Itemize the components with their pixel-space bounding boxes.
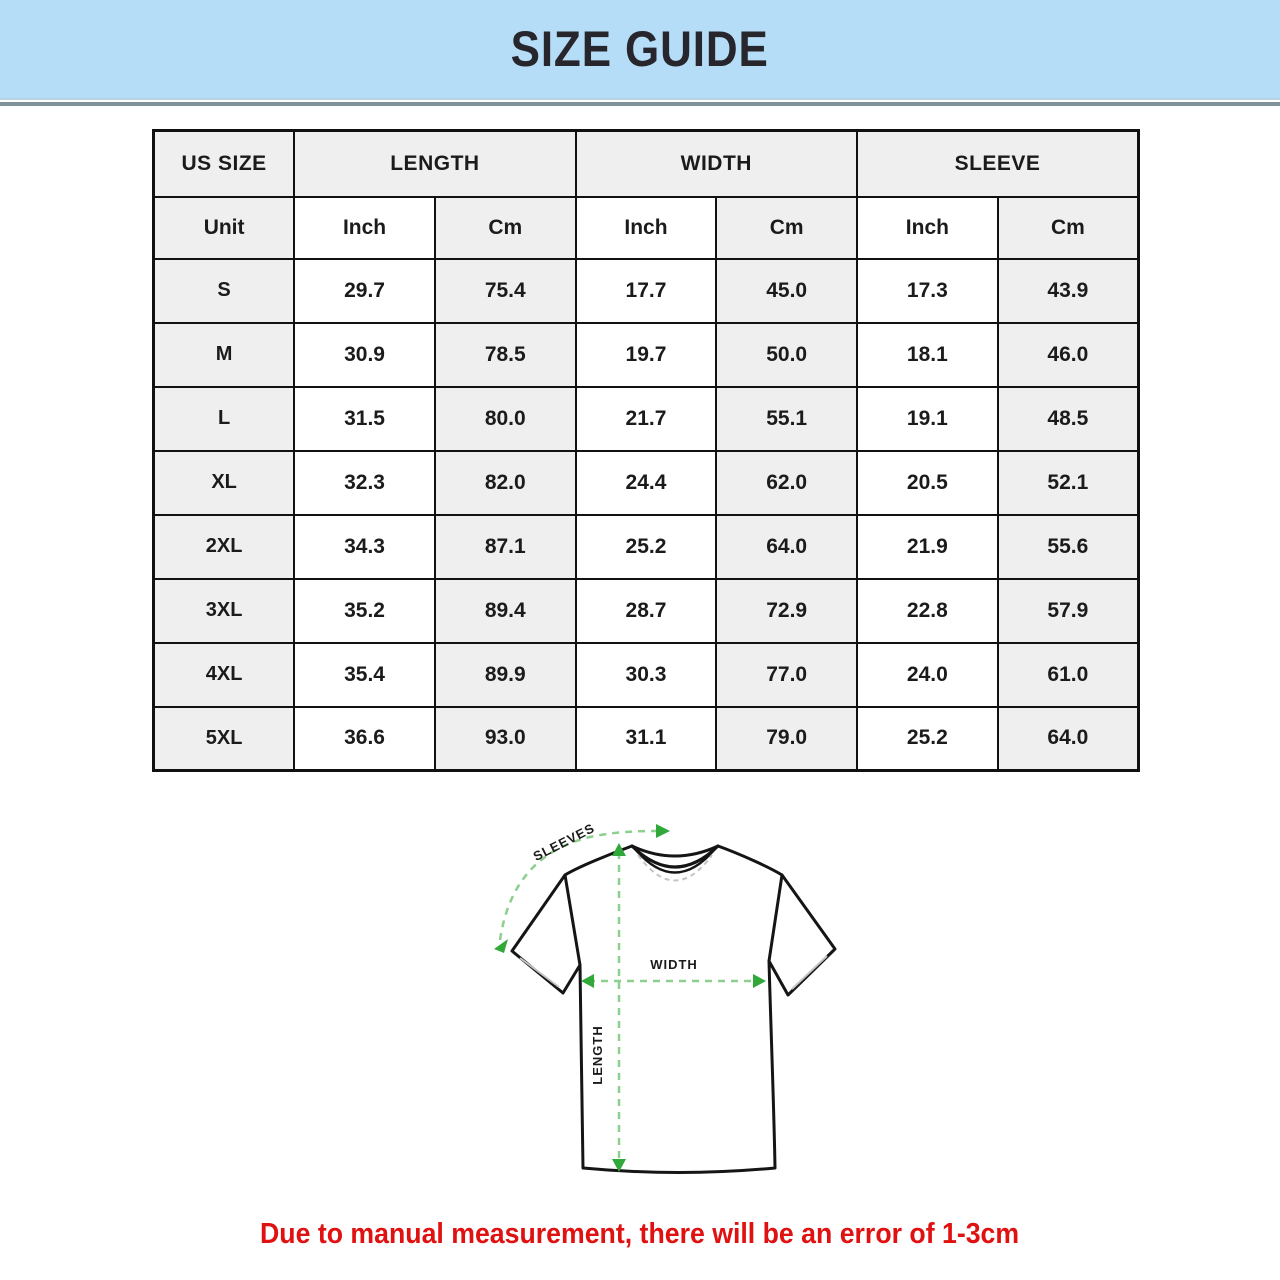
value-cell: 43.9 <box>998 259 1139 323</box>
value-cell: 24.0 <box>857 643 998 707</box>
value-cell: 17.7 <box>576 259 717 323</box>
value-cell: 31.5 <box>294 387 435 451</box>
size-cell: S <box>154 259 295 323</box>
disclaimer <box>0 1218 1280 1251</box>
unit-cell: Cm <box>435 197 576 259</box>
column-group-header: SLEEVE <box>857 131 1138 197</box>
value-cell: 72.9 <box>716 579 857 643</box>
column-group-header: US SIZE <box>154 131 295 197</box>
table-row <box>154 323 1139 387</box>
value-cell: 75.4 <box>435 259 576 323</box>
table-row <box>154 259 1139 323</box>
tshirt-outline <box>512 846 835 1173</box>
value-cell: 25.2 <box>576 515 717 579</box>
value-cell: 93.0 <box>435 707 576 771</box>
banner-divider <box>0 102 1280 106</box>
value-cell: 82.0 <box>435 451 576 515</box>
size-cell: L <box>154 387 295 451</box>
size-cell: 5XL <box>154 707 295 771</box>
value-cell: 64.0 <box>716 515 857 579</box>
value-cell: 87.1 <box>435 515 576 579</box>
unit-row <box>154 197 1139 259</box>
value-cell: 25.2 <box>857 707 998 771</box>
value-cell: 46.0 <box>998 323 1139 387</box>
width-label: WIDTH <box>650 957 698 972</box>
value-cell: 52.1 <box>998 451 1139 515</box>
value-cell: 89.4 <box>435 579 576 643</box>
value-cell: 34.3 <box>294 515 435 579</box>
value-cell: 79.0 <box>716 707 857 771</box>
unit-cell: Unit <box>154 197 295 259</box>
value-cell: 29.7 <box>294 259 435 323</box>
value-cell: 30.3 <box>576 643 717 707</box>
value-cell: 18.1 <box>857 323 998 387</box>
value-cell: 55.6 <box>998 515 1139 579</box>
size-cell: 4XL <box>154 643 295 707</box>
column-group-header: LENGTH <box>294 131 575 197</box>
value-cell: 62.0 <box>716 451 857 515</box>
table-row <box>154 451 1139 515</box>
value-cell: 48.5 <box>998 387 1139 451</box>
value-cell: 19.7 <box>576 323 717 387</box>
banner <box>0 0 1280 100</box>
value-cell: 35.2 <box>294 579 435 643</box>
value-cell: 50.0 <box>716 323 857 387</box>
size-cell: XL <box>154 451 295 515</box>
value-cell: 20.5 <box>857 451 998 515</box>
unit-cell: Inch <box>857 197 998 259</box>
unit-cell: Cm <box>716 197 857 259</box>
value-cell: 30.9 <box>294 323 435 387</box>
unit-cell: Inch <box>294 197 435 259</box>
table-row <box>154 579 1139 643</box>
value-cell: 32.3 <box>294 451 435 515</box>
value-cell: 36.6 <box>294 707 435 771</box>
value-cell: 78.5 <box>435 323 576 387</box>
value-cell: 61.0 <box>998 643 1139 707</box>
table-row <box>154 515 1139 579</box>
sleeves-label: SLEEVES <box>530 820 598 864</box>
table-header-row <box>154 131 1139 197</box>
value-cell: 24.4 <box>576 451 717 515</box>
column-group-header: WIDTH <box>576 131 857 197</box>
value-cell: 31.1 <box>576 707 717 771</box>
value-cell: 22.8 <box>857 579 998 643</box>
unit-cell: Cm <box>998 197 1139 259</box>
length-label: LENGTH <box>590 1025 605 1085</box>
value-cell: 19.1 <box>857 387 998 451</box>
value-cell: 77.0 <box>716 643 857 707</box>
table-row <box>154 387 1139 451</box>
table-row <box>154 707 1139 771</box>
disclaimer-text: Due to manual measurement, there will be an error of 1-3cm <box>260 1218 1020 1250</box>
value-cell: 64.0 <box>998 707 1139 771</box>
value-cell: 45.0 <box>716 259 857 323</box>
table-row <box>154 643 1139 707</box>
unit-cell: Inch <box>576 197 717 259</box>
value-cell: 21.9 <box>857 515 998 579</box>
value-cell: 80.0 <box>435 387 576 451</box>
size-table <box>152 129 1140 772</box>
page-title: SIZE GUIDE <box>510 21 770 77</box>
size-cell: 2XL <box>154 515 295 579</box>
size-cell: 3XL <box>154 579 295 643</box>
value-cell: 17.3 <box>857 259 998 323</box>
tshirt-diagram <box>478 818 862 1190</box>
value-cell: 57.9 <box>998 579 1139 643</box>
value-cell: 28.7 <box>576 579 717 643</box>
value-cell: 55.1 <box>716 387 857 451</box>
value-cell: 89.9 <box>435 643 576 707</box>
value-cell: 21.7 <box>576 387 717 451</box>
value-cell: 35.4 <box>294 643 435 707</box>
size-cell: M <box>154 323 295 387</box>
